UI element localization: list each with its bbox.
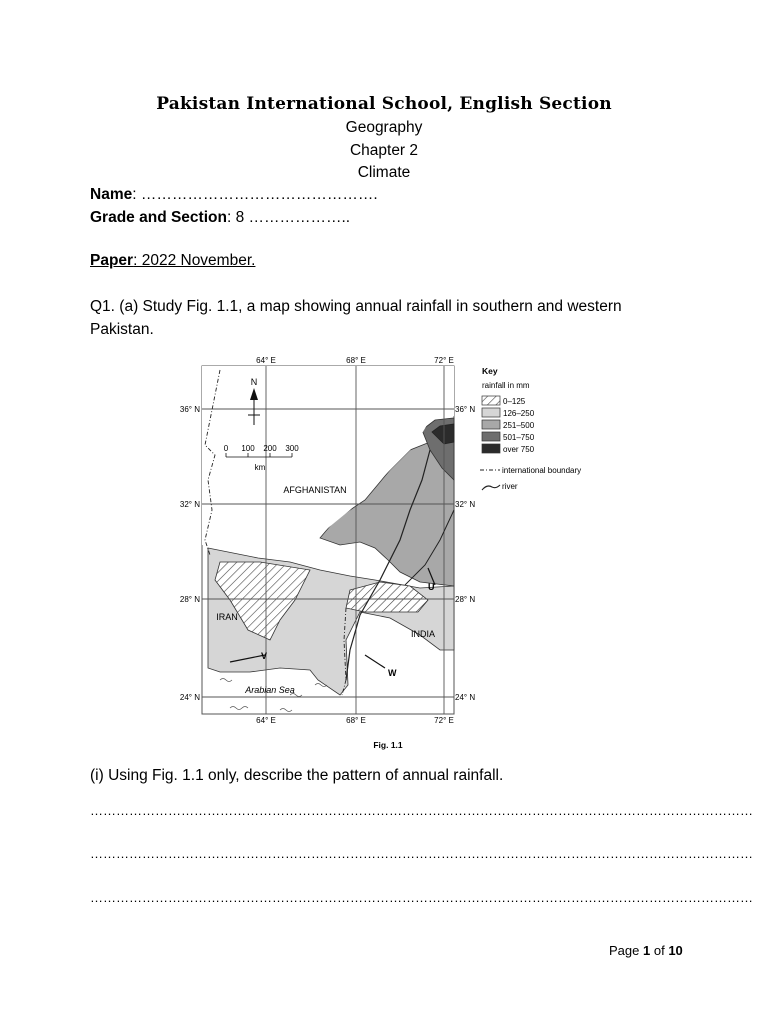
lon-label-68-bottom: 68° E [346, 716, 366, 725]
page-current: 1 [643, 943, 651, 958]
key-title: Key [482, 366, 498, 376]
paper-label: Paper [90, 252, 134, 269]
label-india: INDIA [410, 629, 436, 639]
label-point-u: U [428, 582, 435, 592]
key-label-501-750: 501–750 [503, 433, 535, 442]
lat-label-28: 28° N [179, 595, 200, 604]
question-part-i: (i) Using Fig. 1.1 only, describe the pattern of annual rainfall. [90, 767, 504, 784]
map-key [480, 366, 581, 491]
page-of: of [653, 943, 665, 958]
grade-row [90, 209, 350, 227]
answer-line-2[interactable]: ……………………………………………………………………………………………………………………………………… [90, 846, 753, 861]
answer-line-1[interactable]: ……………………………………………………………………………………………………………………………………… [90, 803, 753, 818]
key-swatch-251-500 [482, 420, 500, 429]
key-label-over-750: over 750 [503, 445, 535, 454]
north-label: N [250, 377, 258, 387]
name-value: : ………………………………………. [132, 186, 378, 203]
lat-label-28-right: 28° N [455, 595, 476, 604]
label-point-v: V [261, 651, 268, 661]
lat-label-36-right: 36° N [455, 405, 476, 414]
figure-caption: Fig. 1.1 [373, 740, 403, 750]
key-label-126-250: 126–250 [503, 409, 535, 418]
grade-label: Grade and Section [90, 209, 227, 226]
question-intro: Q1. (a) Study Fig. 1.1, a map showing annual rainfall in southern and western Pakistan. [90, 298, 622, 338]
lon-label-72: 72° E [434, 356, 454, 365]
key-swatch-over-750 [482, 444, 500, 453]
subject-line: Geography [345, 119, 423, 136]
scale-300: 300 [285, 444, 299, 453]
key-subtitle: rainfall in mm [482, 381, 530, 390]
lon-label-72-bottom: 72° E [434, 716, 454, 725]
key-boundary-label: international boundary [502, 466, 582, 475]
answer-line-3[interactable]: ……………………………………………………………………………………………………………………………………… [90, 890, 753, 905]
key-river-label: river [502, 482, 518, 491]
key-label-251-500: 251–500 [503, 421, 535, 430]
label-iran: IRAN [216, 612, 238, 622]
scale-0: 0 [223, 444, 229, 453]
label-point-w: W [388, 668, 397, 678]
key-swatch-501-750 [482, 432, 500, 441]
rainfall-map-figure [160, 350, 620, 760]
name-label: Name [90, 186, 133, 203]
key-swatch-126-250 [482, 408, 500, 417]
chapter-line: Chapter 2 [349, 142, 419, 159]
lat-label-36: 36° N [179, 405, 200, 414]
grade-value: : 8 ……………….. [226, 209, 351, 226]
scale-100: 100 [241, 444, 255, 453]
lat-label-24-right: 24° N [455, 693, 476, 702]
paper-row [90, 252, 255, 270]
page-word: Page [609, 943, 640, 958]
name-row [90, 186, 378, 204]
lon-label-64-bottom: 64° E [256, 716, 276, 725]
label-arabian-sea: Arabian Sea [245, 685, 295, 695]
paper-value: : 2022 November. [133, 252, 256, 269]
page-number [609, 943, 683, 958]
key-river-line [482, 485, 500, 490]
key-label-0-125: 0–125 [503, 397, 526, 406]
key-swatch-0-125 [482, 396, 500, 405]
topic-line: Climate [357, 164, 411, 181]
scale-unit: km [254, 463, 266, 472]
scale-200: 200 [263, 444, 277, 453]
page-total: 10 [668, 943, 683, 958]
label-afghanistan: AFGHANISTAN [283, 485, 347, 495]
lat-label-32: 32° N [179, 500, 200, 509]
lon-label-64: 64° E [256, 356, 276, 365]
lat-label-24: 24° N [179, 693, 200, 702]
school-title: Pakistan International School, English Section [156, 94, 612, 114]
lon-label-68: 68° E [346, 356, 366, 365]
lat-label-32-right: 32° N [455, 500, 476, 509]
